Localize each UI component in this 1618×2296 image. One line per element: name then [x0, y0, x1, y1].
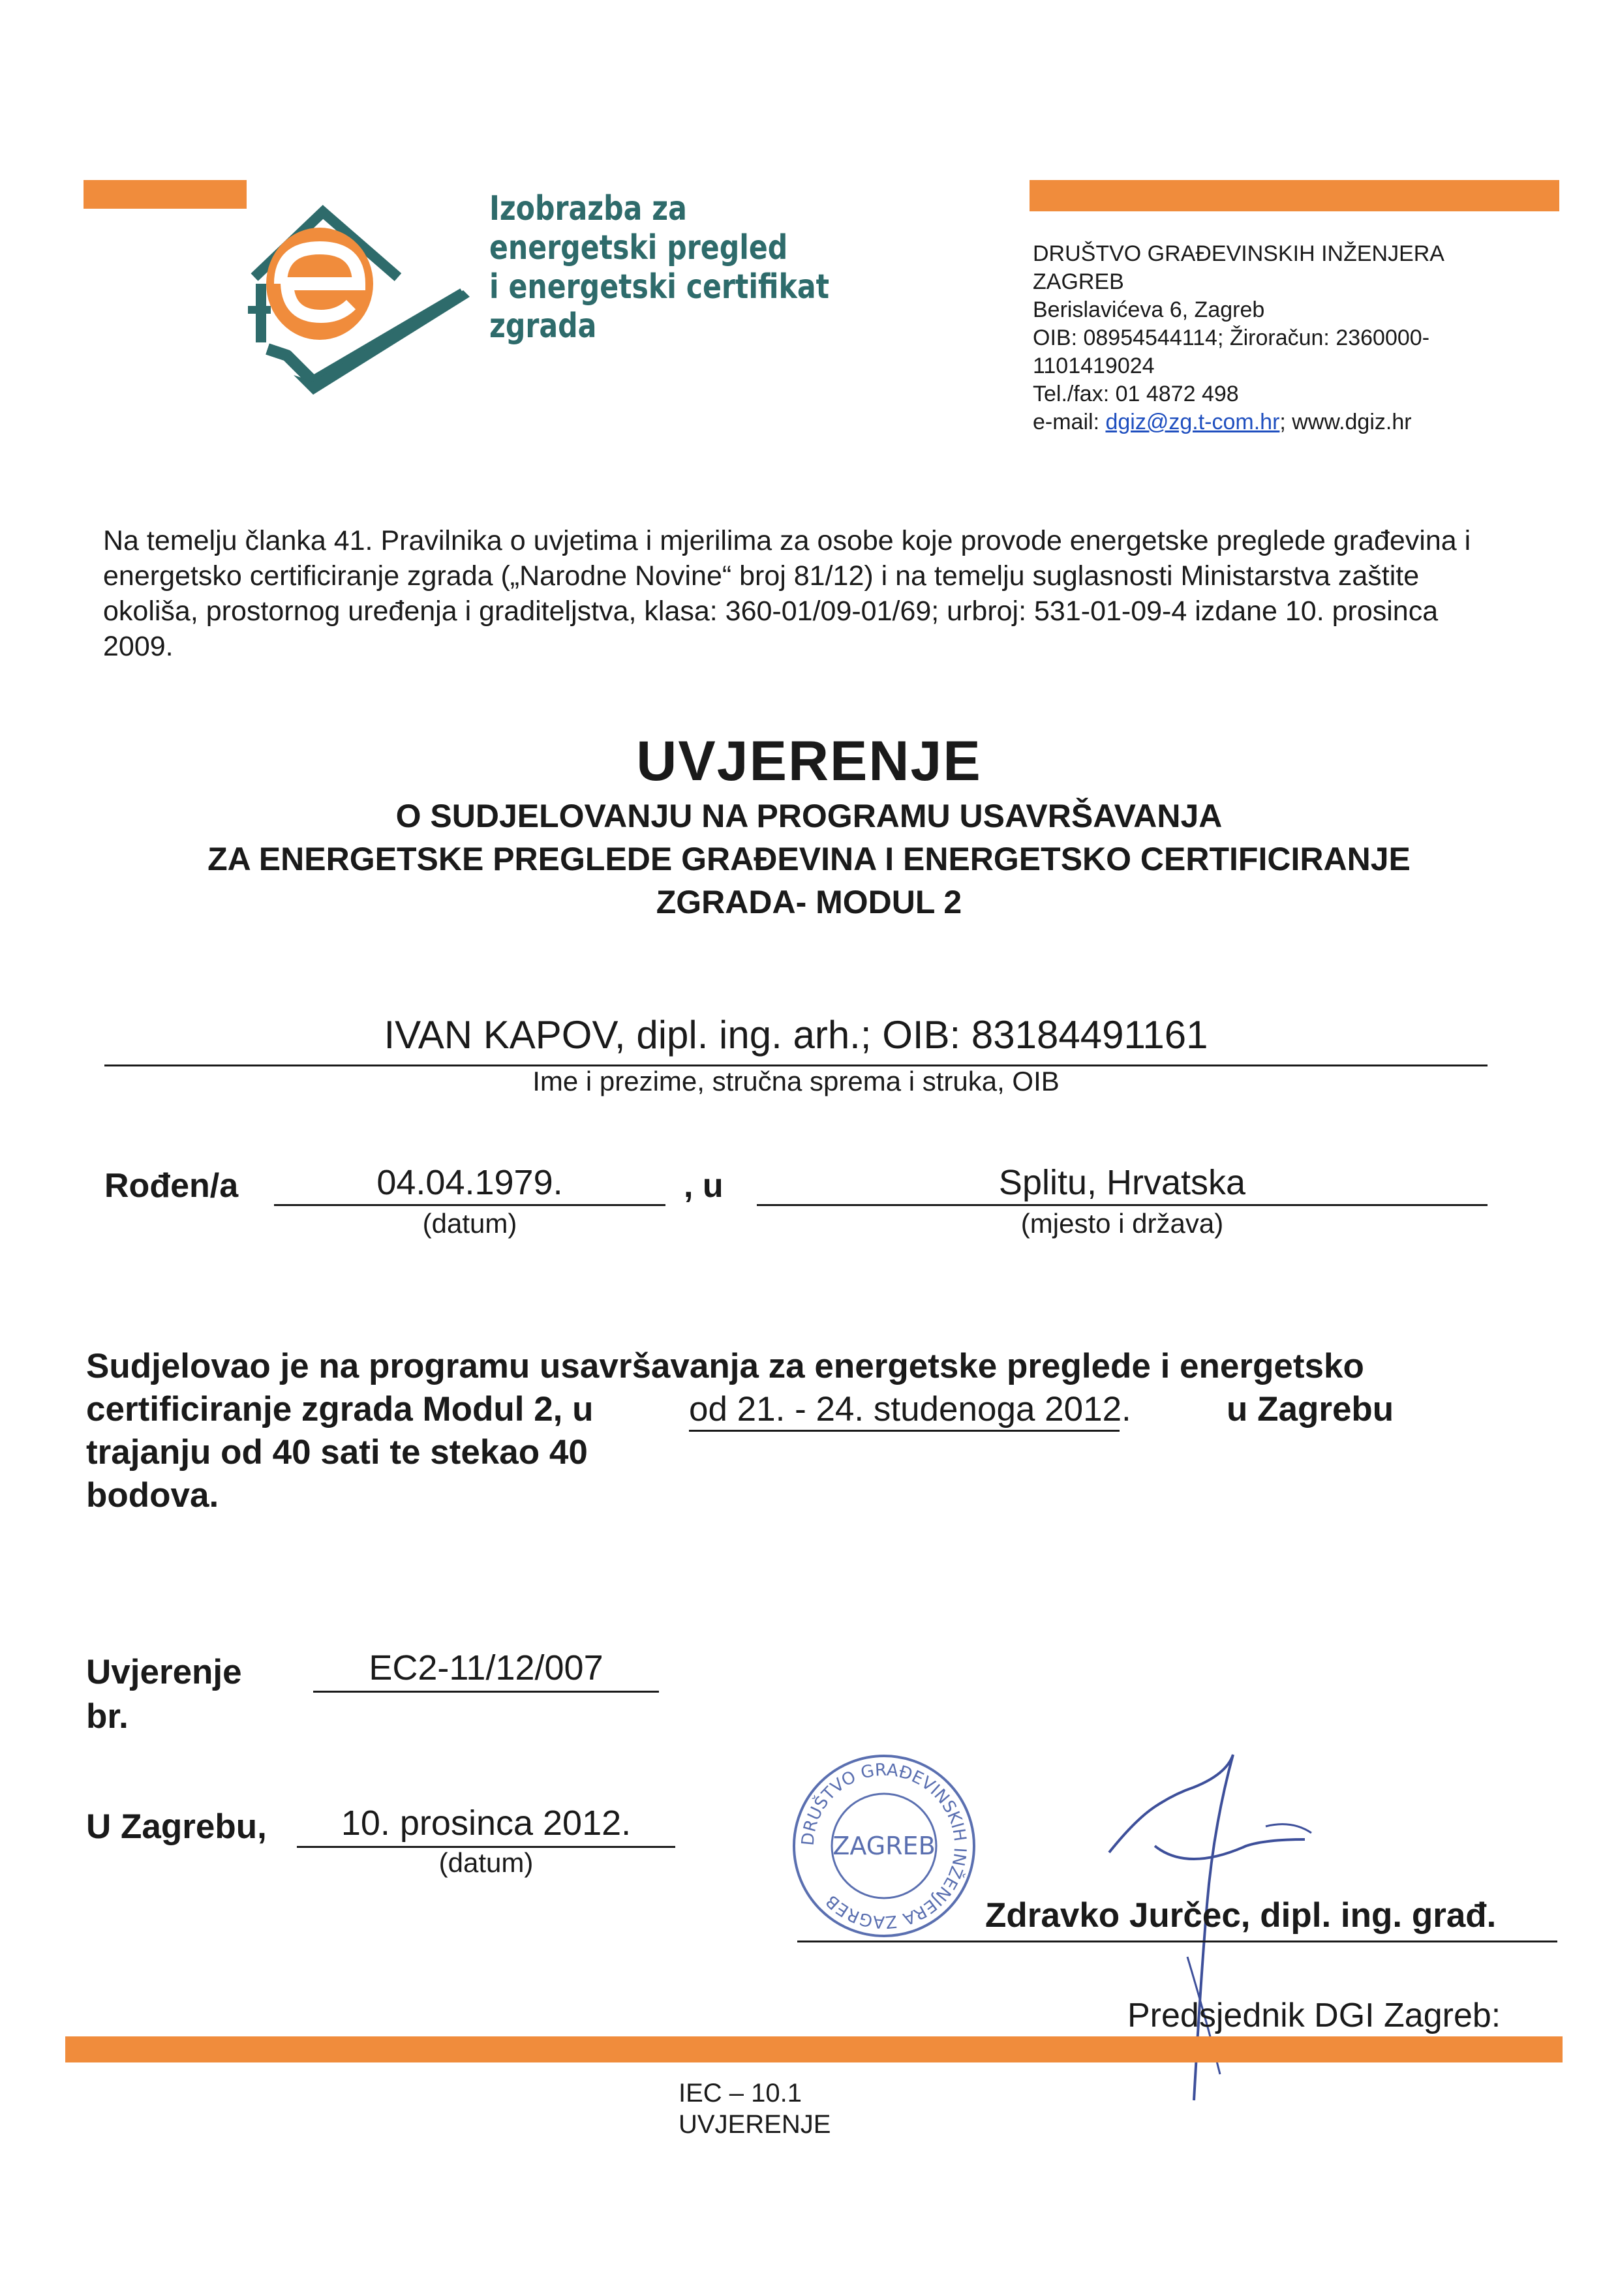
document-title: UVJERENJE: [636, 730, 982, 793]
issue-date-caption: (datum): [438, 1847, 534, 1878]
signatory-role: Predsjednik DGI Zagreb:: [1127, 1997, 1501, 2034]
birth-place-underline: [757, 1204, 1488, 1206]
logo-house-icon: [241, 186, 476, 408]
website: ; www.dgiz.hr: [1279, 410, 1412, 434]
header-bar-left: [84, 180, 247, 209]
stamp-center-text: ZAGREB: [832, 1832, 936, 1860]
logo-line: i energetski certifikat: [489, 267, 830, 307]
signatory-name: Zdravko Jurčec, dipl. ing. građ.: [985, 1896, 1497, 1935]
participation-period: od 21. - 24. studenoga 2012.: [689, 1390, 1131, 1428]
logo-text: [489, 189, 830, 346]
intro-paragraph: Na temelju članka 41. Pravilnika o uvjetima i mjerilima za osobe koje provode energetske preglede građevina i energetsko certificiranje zgrada („Narodne Novine“ broj 81/12) i na temelju suglasnosti Ministarstva zaštite okoliša, prostornog uređenja i graditeljstva, klasa: 360-01/09-01/69; urbroj: 531-01-09-4 izdane 10. prosinca 2009.: [103, 525, 1471, 662]
document-subtitle-3: ZGRADA- MODUL 2: [656, 884, 962, 920]
participation-line-4: bodova.: [86, 1476, 219, 1515]
participation-location: u Zagrebu: [1227, 1390, 1394, 1428]
footer-doc: UVJERENJE: [679, 2110, 831, 2139]
org-line: 1101419024: [1033, 354, 1155, 378]
period-underline: [689, 1430, 1120, 1432]
certificate-label-line: Uvjerenje: [86, 1653, 242, 1691]
issue-date: 10. prosinca 2012.: [341, 1804, 632, 1843]
certificate-label: [86, 1650, 242, 1739]
birth-place: Splitu, Hrvatska: [998, 1163, 1246, 1202]
certificate-label-line: br.: [86, 1697, 129, 1736]
footer-code: IEC – 10.1: [679, 2079, 802, 2107]
organization-address: [1033, 240, 1516, 436]
participation-line-2: certificiranje zgrada Modul 2, u: [86, 1390, 594, 1428]
document-subtitle-1: O SUDJELOVANJU NA PROGRAMU USAVRŠAVANJA: [395, 798, 1223, 834]
org-email-line: [1033, 408, 1516, 436]
org-line: ZAGREB: [1033, 269, 1124, 294]
signature-underline: [797, 1941, 1557, 1942]
email-link[interactable]: dgiz@zg.t-com.hr: [1105, 410, 1280, 434]
birth-date-caption: (datum): [422, 1208, 517, 1239]
logo-line: Izobrazba za: [489, 189, 687, 228]
certificate-number: EC2-11/12/007: [369, 1648, 603, 1687]
logo-line: energetski pregled: [489, 228, 788, 267]
org-line: Tel./fax: 01 4872 498: [1033, 382, 1239, 406]
birth-date-underline: [274, 1204, 665, 1206]
birth-date: 04.04.1979.: [376, 1163, 563, 1202]
name-caption: Ime i prezime, stručna sprema i struka, OIB: [532, 1066, 1060, 1096]
official-stamp: [789, 1751, 979, 1941]
document-subtitle-2: ZA ENERGETSKE PREGLEDE GRAĐEVINA I ENERGETSKO CERTIFICIRANJE: [207, 841, 1411, 877]
footer-block: [679, 2077, 831, 2140]
born-label: Rođen/a: [104, 1167, 239, 1205]
org-line: DRUŠTVO GRAĐEVINSKIH INŽENJERA: [1033, 241, 1444, 266]
org-line: OIB: 08954544114; Žiroračun: 2360000-: [1033, 325, 1430, 350]
birth-place-caption: (mjesto i država): [1020, 1208, 1224, 1239]
logo-line: zgrada: [489, 307, 597, 346]
email-prefix: e-mail:: [1033, 410, 1106, 434]
issue-place-label: U Zagrebu,: [86, 1807, 267, 1846]
certificate-number-underline: [313, 1691, 659, 1693]
recipient-name: IVAN KAPOV, dipl. ing. arh.; OIB: 83184491161: [384, 1013, 1208, 1057]
comma-u-label: , u: [684, 1167, 724, 1205]
header-bar-right: [1030, 180, 1559, 211]
participation-line-1: Sudjelovao je na programu usavršavanja za energetske preglede i energetsko: [86, 1347, 1364, 1385]
org-line: Berislavićeva 6, Zagreb: [1033, 297, 1265, 322]
stamp-ring-text: DRUŠTVO GRAĐEVINSKIH INŽENJERA ZAGREB: [798, 1760, 970, 1932]
participation-line-3: trajanju od 40 sati te stekao 40: [86, 1433, 588, 1472]
footer-bar: [65, 2036, 1563, 2062]
